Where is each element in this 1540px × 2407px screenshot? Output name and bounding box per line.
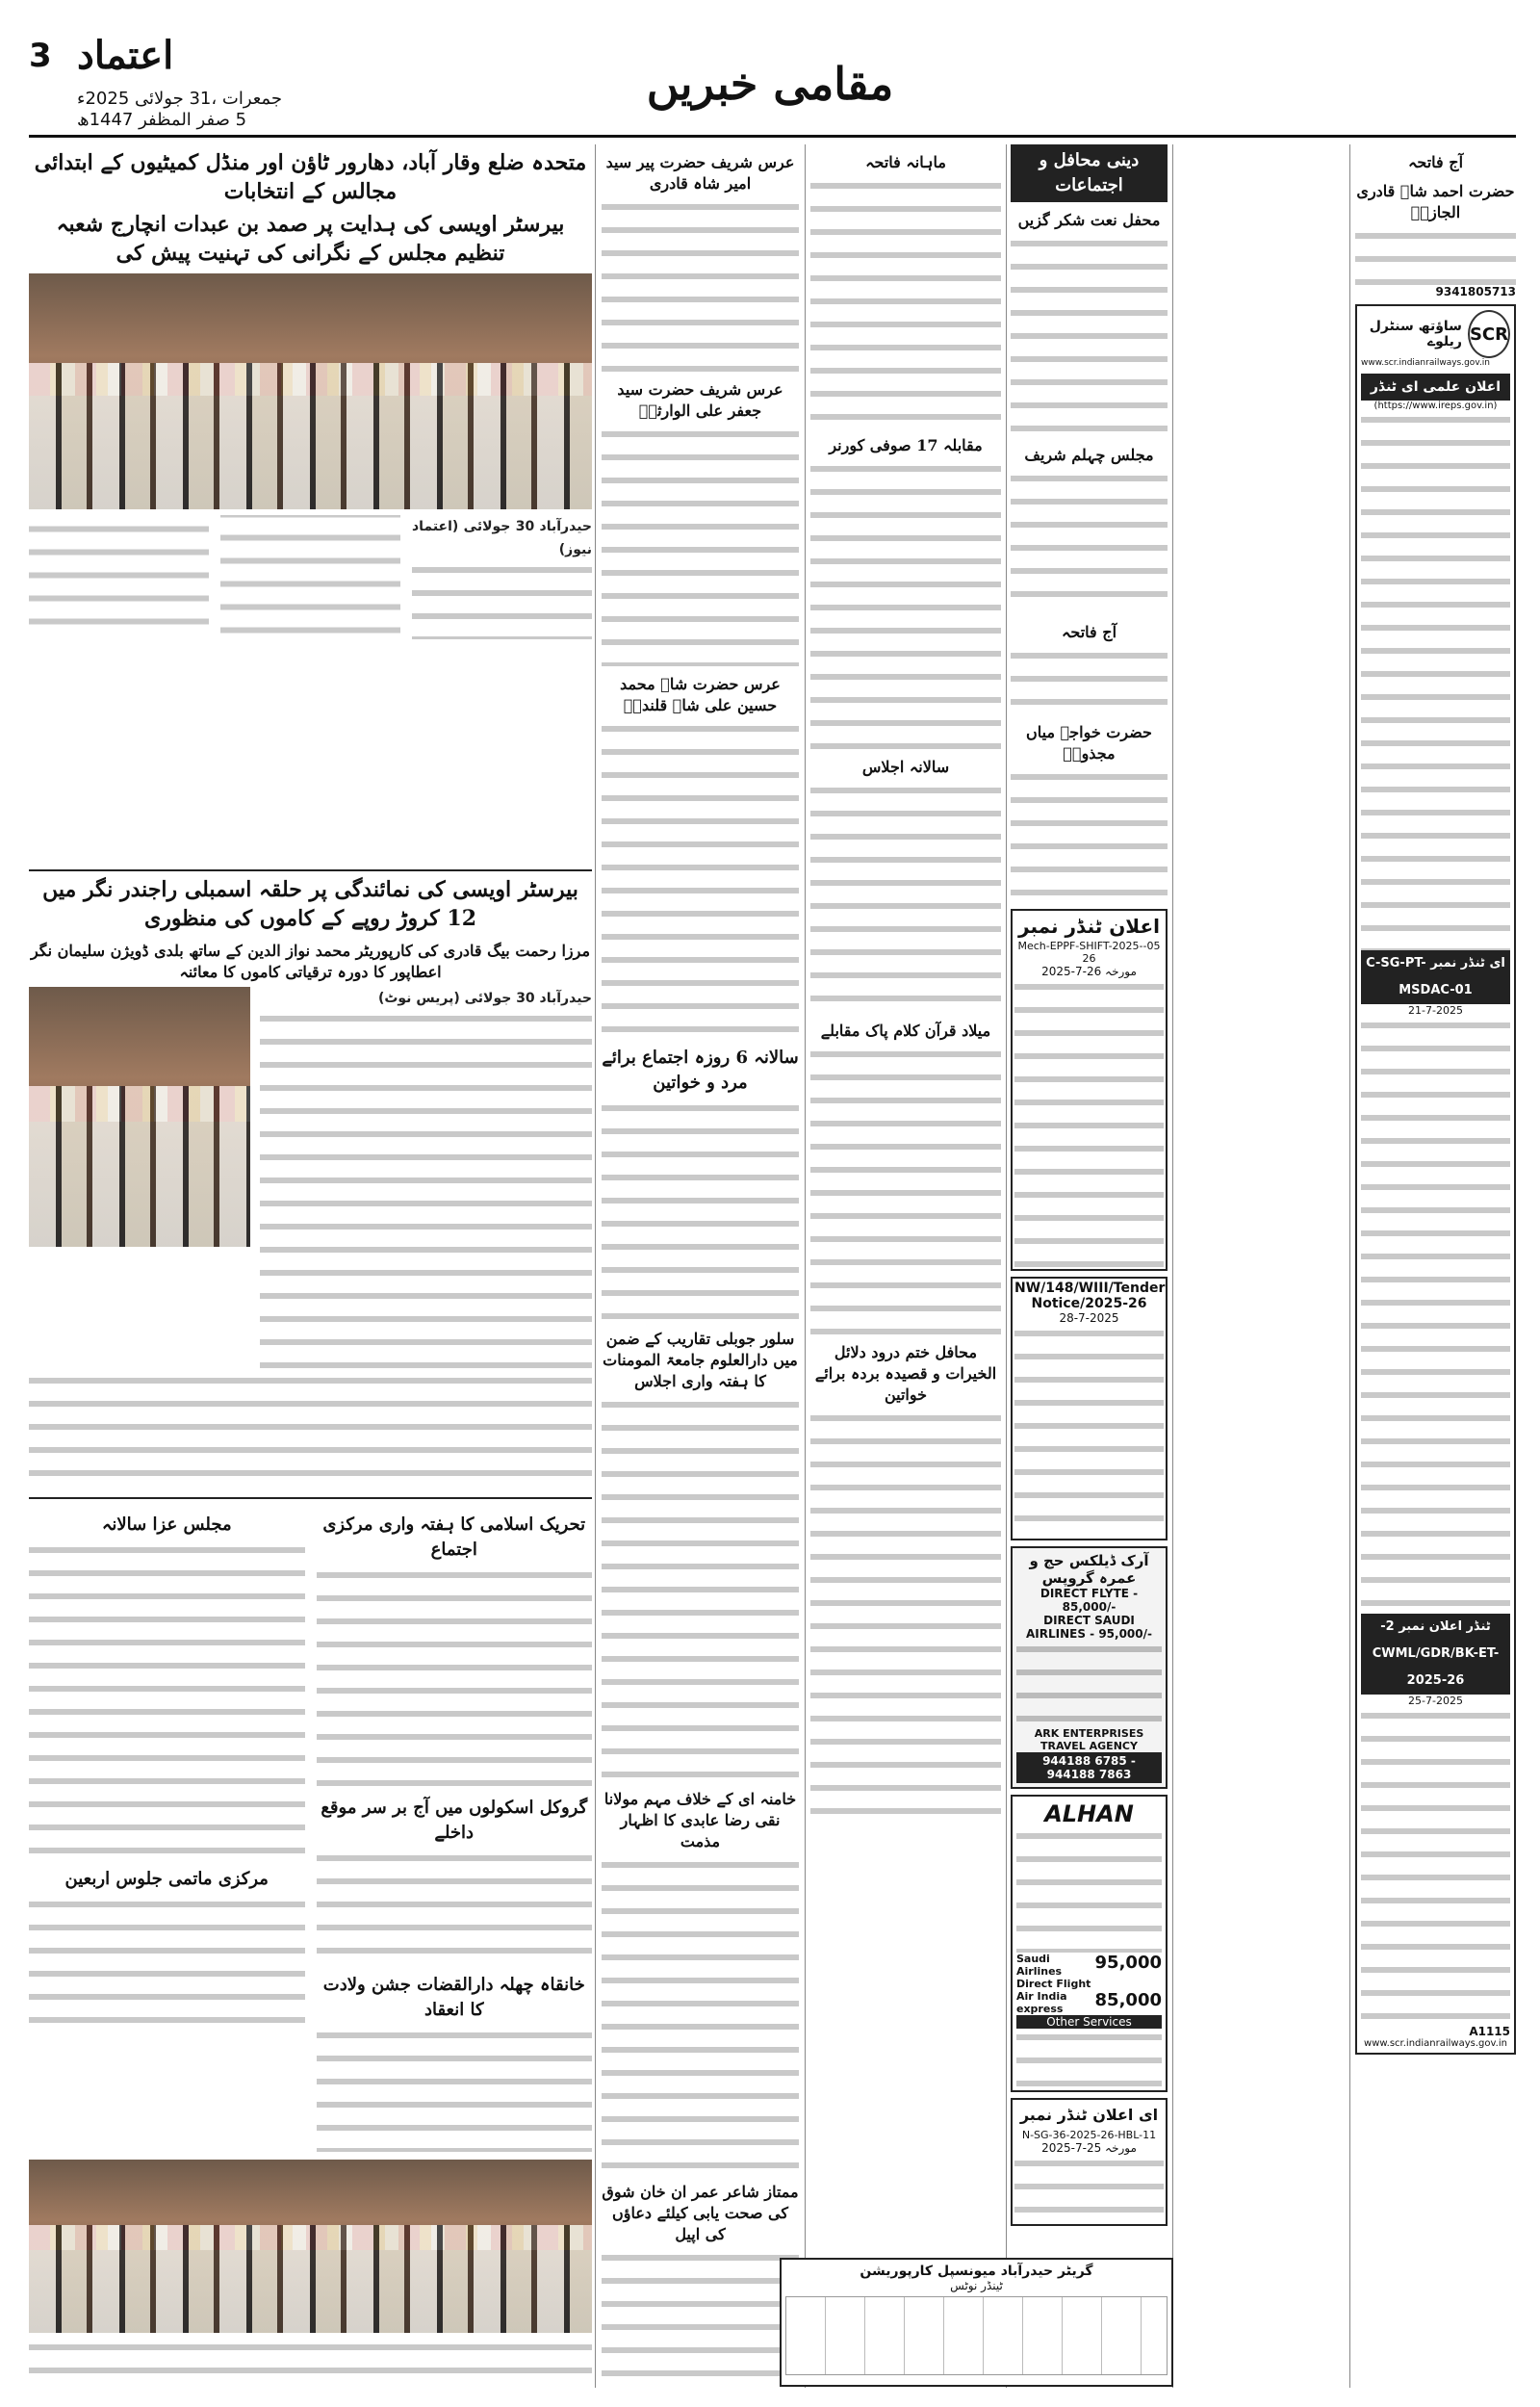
column-4 xyxy=(810,144,1001,2388)
ad-title: ALHAN xyxy=(1044,1800,1134,1827)
section-title: مقامی خبریں xyxy=(646,58,894,110)
story2-photo xyxy=(29,987,250,1247)
tender-title: اعلان ٹنڈر نمبر xyxy=(1018,915,1160,938)
notice-url: (https://www.ireps.gov.in) xyxy=(1373,401,1498,411)
tender-date: مورخہ 26-7-2025 xyxy=(1041,965,1137,978)
story-headline: آج فاتحہ xyxy=(1061,623,1117,641)
ad-line: DIRECT FLYTE - 85,000/- xyxy=(1040,1587,1139,1614)
lead-headline: متحدہ ضلع وقار آباد، دھارور ٹاؤن اور منڈل کمیٹیوں کے ابتدائی مجالس کے انتخابات xyxy=(34,150,587,204)
notice-title: ٹنڈر اعلان نمبر 2-CWML/GDR/BK-ET-2025-26 xyxy=(1361,1614,1510,1695)
column-divider xyxy=(1006,144,1007,2388)
column-divider xyxy=(1349,144,1350,2388)
tender-notice-2 xyxy=(1011,1277,1168,1540)
tender-ref: N-SG-36-2025-26-HBL-11 xyxy=(1021,2129,1157,2141)
story2-headline: بیرسٹر اویسی کی نمائندگی پر حلقہ اسمبلی راجندر نگر میں 12 کروڑ روپے کے کاموں کی منظوری xyxy=(29,869,592,933)
story-headline: حضرت خواجہ میاں مجذوبؒ xyxy=(1026,723,1152,763)
story-headline: عرس شریف حضرت پیر سید امیر شاہ قادری xyxy=(605,153,795,193)
story-headline: تحریک اسلامی کا ہفتہ واری مرکزی اجتماع xyxy=(322,1514,586,1560)
column-divider xyxy=(805,144,806,2388)
travel-ad-alhan xyxy=(1011,1795,1168,2092)
story-headline: مجلس چہلم شریف xyxy=(1024,446,1154,464)
masthead-rule xyxy=(29,135,1516,138)
tender-notice-1 xyxy=(1011,909,1168,1271)
travel-ad-ark xyxy=(1011,1546,1168,1789)
story-headline: مجلس عزا سالانہ xyxy=(101,1514,232,1535)
notice-code: A1115 xyxy=(1469,2025,1510,2038)
lead-subheadline: بیرسٹر اویسی کی ہدایت پر صمد بن عبدات انچارج شعبہ تنظیم مجلس کے نگرانی کی تہنیت پیش کی xyxy=(56,212,565,266)
story-headline: محافل ختم درود دلائل الخیرات و قصیدہ بردہ برائے خواتین xyxy=(814,1343,997,1404)
story-headline: حضرت احمد شاہ قادری الجازیؒ xyxy=(1356,182,1515,221)
ad-company: ARK ENTERPRISES TRAVEL AGENCY xyxy=(1034,1727,1144,1752)
story-headline: سالانہ 6 روزہ اجتماع برائے مرد و خواتین xyxy=(602,1048,799,1093)
railway-title: ساؤتھ سنٹرل ریلوے xyxy=(1369,319,1462,349)
date-gregorian: جمعرات ،31 جولائی 2025ء xyxy=(77,89,282,109)
masthead xyxy=(0,0,1540,144)
story-headline: سالانہ اجلاس xyxy=(861,758,950,776)
ad-title: گریٹر حیدرآباد میونسپل کارپوریشن xyxy=(860,2264,1093,2279)
tender-title: NW/148/WIII/Tender Notice/2025-26 xyxy=(1014,1281,1166,1311)
story2-block xyxy=(29,987,592,1372)
masthead-date xyxy=(77,89,282,131)
railway-notice xyxy=(1355,304,1516,2055)
ad-price-row xyxy=(1016,1953,1162,1990)
story-headline: عرس شریف حضرت سید جعفر علی الوارثیؒ xyxy=(617,380,783,420)
story2-continued xyxy=(29,1372,592,1488)
story-headline: خامنہ ای کے خلاف مہم مولانا نقی رضا عابدی کا اظہار مذمت xyxy=(603,1790,797,1851)
tender-date: مورخہ 25-7-2025 xyxy=(1041,2141,1137,2155)
tender-ref: 05-Mech-EPPF-SHIFT-2025-26 xyxy=(1017,940,1161,965)
story-headline: مقابلہ 17 صوفی کورنر xyxy=(829,436,983,454)
ad-line: DIRECT SAUDI AIRLINES - 95,000/- xyxy=(1026,1614,1152,1641)
tender-date: 28-7-2025 xyxy=(1059,1311,1119,1325)
column-6 xyxy=(1355,144,1516,2388)
tender-notice-3 xyxy=(1011,2098,1168,2226)
railway-url: www.scr.indianrailways.gov.in xyxy=(1361,358,1491,368)
photo-caption xyxy=(29,2339,592,2387)
ad-phone: 944188 6785 - 944188 7863 xyxy=(1016,1752,1162,1783)
notice-title: اعلان علمی ای ٹنڈر xyxy=(1361,374,1510,401)
story-headline: ماہانہ فاتحہ xyxy=(865,153,946,171)
ad-foot: Other Services xyxy=(1016,2015,1162,2029)
date-hijri: 5 صفر المظفر 1447ھ xyxy=(77,110,247,130)
story-headline: آج فاتحہ xyxy=(1407,153,1464,171)
notice-date: 21-7-2025 xyxy=(1408,1004,1463,1017)
ad-price: 95,000 xyxy=(1094,1953,1162,1973)
story-headline: سلور جوبلی تقاریب کے ضمن میں دارالعلوم جامعۃ المومنات کا ہفتہ واری اجلاس xyxy=(603,1330,798,1390)
notice-title: ای ٹنڈر نمبر C-SG-PT-MSDAC-01 xyxy=(1361,950,1510,1004)
mid-col-right xyxy=(317,1505,593,2152)
story-headline: گروکل اسکولوں میں آج بر سر موقع داخلے xyxy=(321,1798,588,1843)
lead-photo xyxy=(29,273,592,509)
tender-title: ای اعلان ٹنڈر نمبر xyxy=(1019,2106,1159,2124)
ghmc-tender-ad xyxy=(780,2258,1173,2387)
story-headline: ممتاز شاعر عمر ان خان شوق کی صحت یابی کیلئے دعاؤں کی اپیل xyxy=(602,2183,799,2243)
religious-section-header: دینی محافل و اجتماعات xyxy=(1011,144,1168,202)
story-headline: خانقاہ چھلہ دارالقضات جشن ولادت کا انعقاد xyxy=(322,1975,585,2020)
newspaper-logo: اعتماد xyxy=(77,33,174,78)
ad-price: 85,000 xyxy=(1094,1990,1162,2010)
ad-line: Air India express xyxy=(1016,1990,1067,2015)
ad-price-row xyxy=(1016,1990,1162,2015)
lead-body xyxy=(29,515,592,862)
story-headline: مرکزی ماتمی جلوس اربعین xyxy=(64,1869,269,1889)
lead-story-column xyxy=(29,144,592,2388)
mid-stories xyxy=(29,1497,592,2152)
column-5 xyxy=(1011,144,1168,2388)
mid-col-left xyxy=(29,1505,305,2152)
ad-title: آرک ڈیلکس حج و عمرہ گروپس xyxy=(1029,1552,1149,1587)
railway-logo: SCR xyxy=(1468,310,1510,358)
ad-line: Saudi Airlines Direct Flight xyxy=(1016,1953,1091,1990)
column-divider xyxy=(595,144,596,2388)
railway-header xyxy=(1361,310,1510,358)
ad-sub: ٹینڈر نوٹس xyxy=(950,2279,1003,2292)
column-3 xyxy=(602,144,799,2388)
column-divider xyxy=(1172,144,1173,2388)
lead-dateline: حیدرآباد 30 جولائی (اعتماد نیوز) xyxy=(412,519,592,557)
story2-dateline: حیدرآباد 30 جولائی (پریس نوٹ) xyxy=(377,991,592,1006)
story2-body xyxy=(260,987,592,1372)
story2-subhead: مرزا رحمت بیگ قادری کی کارپوریٹر محمد نواز الدین کے ساتھ بلدی ڈویژن سلیمان نگر اعطاپور کا دورہ ترقیاتی کاموں کا معائنہ xyxy=(30,942,591,981)
story-headline: میلاد قرآن کلام پاک مقابلے xyxy=(820,1022,991,1040)
bottom-photo xyxy=(29,2160,592,2333)
notice-date: 25-7-2025 xyxy=(1408,1695,1463,1707)
contact-phone: 9341805713 xyxy=(1435,285,1516,298)
story-headline: محفل نعت شکر گزیں xyxy=(1017,211,1161,229)
page-number: 3 xyxy=(29,37,52,75)
story-headline: عرس حضرت شاہ محمد حسین علی شاہ قلندرؒ xyxy=(620,675,781,714)
footer-url: www.scr.indianrailways.gov.in xyxy=(1364,2038,1507,2049)
